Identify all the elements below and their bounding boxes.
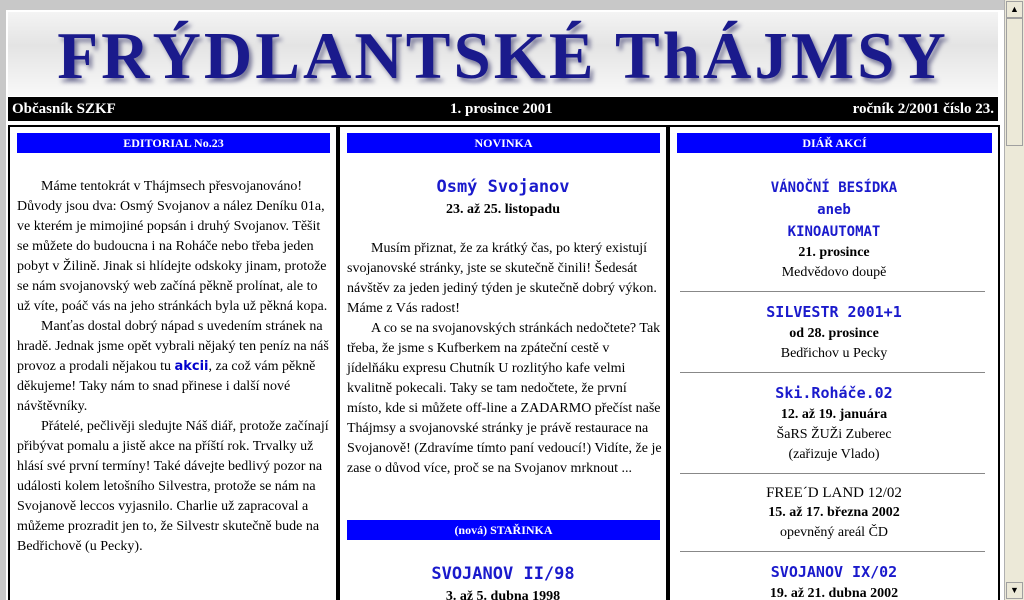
event-place: Bedřichov u Pecky: [780, 346, 888, 361]
editorial-heading: EDITORIAL No.23: [17, 133, 330, 153]
event-divider: [680, 372, 985, 373]
starinka-date: 3. až 5. dubna 1998: [445, 589, 561, 600]
event-date: 21. prosince: [798, 245, 870, 260]
novinka-date: 23. až 25. listopadu: [446, 202, 560, 217]
novinka-title-link[interactable]: Osmý Svojanov: [436, 177, 570, 197]
event-date: 12. až 19. januára: [780, 407, 888, 422]
novinka-paragraph: A co se na svojanovských stránkách nedočtete? Tak třeba, že jsme s Kufberkem na zpáteční cestě v jídelňáku expresu Chutník U rozlitýho kafe velmi kvalitně pokecali. Taky se tam nedočtete, že první místo, kde si můžete off-line a ZADARMO přečíst naše Thájmsy a svojanovské stránky je právě restaurace na Svojanově! (Zdravíme tímto paní vedoucí!) Vidíte, že je zase o důvod více, proč se na Svojanov mrknout ...: [347, 321, 662, 476]
editorial-text: [17, 177, 332, 557]
event-title: KINOAUTOMAT: [787, 224, 881, 240]
event-place: Medvědovo doupě: [781, 265, 887, 280]
issue-date: 1. prosince 2001: [450, 101, 553, 117]
event-date: 19. až 21. dubna 2002: [769, 586, 899, 600]
editorial-text-fragment: , za což vám pěkně děkujeme! Taky nám to snad přinese i další nové návštěvníky.: [17, 359, 316, 414]
newsletter-name: Občasník SZKF: [12, 101, 116, 117]
event-place: ŠaRS ŽUŽi Zuberec: [776, 427, 892, 442]
event-silvestr-link[interactable]: SILVESTR 2001+1: [766, 303, 902, 321]
scrollbar-thumb[interactable]: [1006, 18, 1023, 146]
masthead-title: FRÝDLANTSKÉ ThÁJMSY: [57, 19, 949, 93]
editorial-paragraph: Máme tentokrát v Thájmsech přesvojanováno! Důvody jsou dva: Osmý Svojanov a nález Deníku 01a, ve kterém je mimojiné popsán i druhý Svojanov. Těšit se můžete do budoucna i na Roháče nebo třeba jeden pobyt v Žilině. Jinak si hlídejte odskoky jinam, protože se nám svojanovský web začíná pěkně prolínat, ale to už víte, poáč vás na jeho stránkách byla už pěkná kopa.: [17, 179, 328, 314]
window-top-edge: [0, 0, 1004, 10]
issue-number: ročník 2/2001 číslo 23.: [852, 101, 994, 117]
event-svojanov-ix-link[interactable]: SVOJANOV IX/02: [770, 563, 898, 581]
event-freed-land-title: FREE´D LAND 12/02: [766, 485, 902, 501]
novinka-text: [347, 239, 663, 479]
event-date: od 28. prosince: [789, 326, 879, 341]
editorial-paragraph: Přátelé, pečlivěji sledujte Náš diář, protože začínají přibývat pomalu a jistě akce na příští rok. Trvalky už hlásí své první termíny! Také dávejte bedlivý pozor na události kolem letošního Silvestra, protože se nám na Svojanově leccos vyjasnilo. Charlie už zapracoval a můžeme prozradit jen to, že Silvestr skutečně bude na Bedřichově (u Pecky).: [17, 419, 329, 554]
event-date: 15. až 17. března 2002: [768, 505, 900, 520]
event-title: aneb: [817, 202, 851, 218]
scroll-up-button[interactable]: ▲: [1006, 1, 1023, 18]
vertical-scrollbar[interactable]: [1004, 0, 1024, 600]
news-column: [338, 125, 668, 600]
editorial-text-fragment: Manťas dostal dobrý nápad s uvedením stránek na hradě. Jednak jsme opět vybrali nějaký ten peníz na náš provoz a prodali nějakou tu: [17, 319, 329, 374]
event-divider: [680, 291, 985, 292]
diary-heading: DIÁŘ AKCÍ: [677, 133, 992, 153]
scroll-down-button[interactable]: ▼: [1006, 582, 1023, 599]
editorial-column: [8, 125, 338, 600]
editorial-paragraph: [17, 317, 332, 417]
diary-column: [668, 125, 1000, 600]
event-note: (zařizuje Vlado): [788, 447, 880, 462]
event-ski-rohace-link[interactable]: Ski.Roháče.02: [775, 384, 893, 402]
akcii-link[interactable]: akcii: [174, 359, 209, 374]
event-divider: [680, 551, 985, 552]
masthead-banner: [8, 12, 998, 96]
event-divider: [680, 473, 985, 474]
novinka-heading: NOVINKA: [347, 133, 660, 153]
novinka-paragraph: Musím přiznat, že za krátký čas, po který existují svojanovské stránky, jste se skutečně činili! Šedesát návštěv za jeden jediný týden je skutečně dobrý výkon. Máme z Vás radost!: [347, 241, 657, 316]
event-place: opevněný areál ČD: [779, 525, 889, 540]
window-left-edge: [0, 0, 6, 600]
event-vanocni-besidka-link[interactable]: [670, 177, 998, 243]
event-title: VÁNOČNÍ BESÍDKA: [770, 180, 898, 196]
starinka-heading: (nová) STAŘINKA: [347, 520, 660, 540]
starinka-title-link[interactable]: SVOJANOV II/98: [431, 564, 575, 584]
issue-info-bar: [8, 97, 998, 121]
